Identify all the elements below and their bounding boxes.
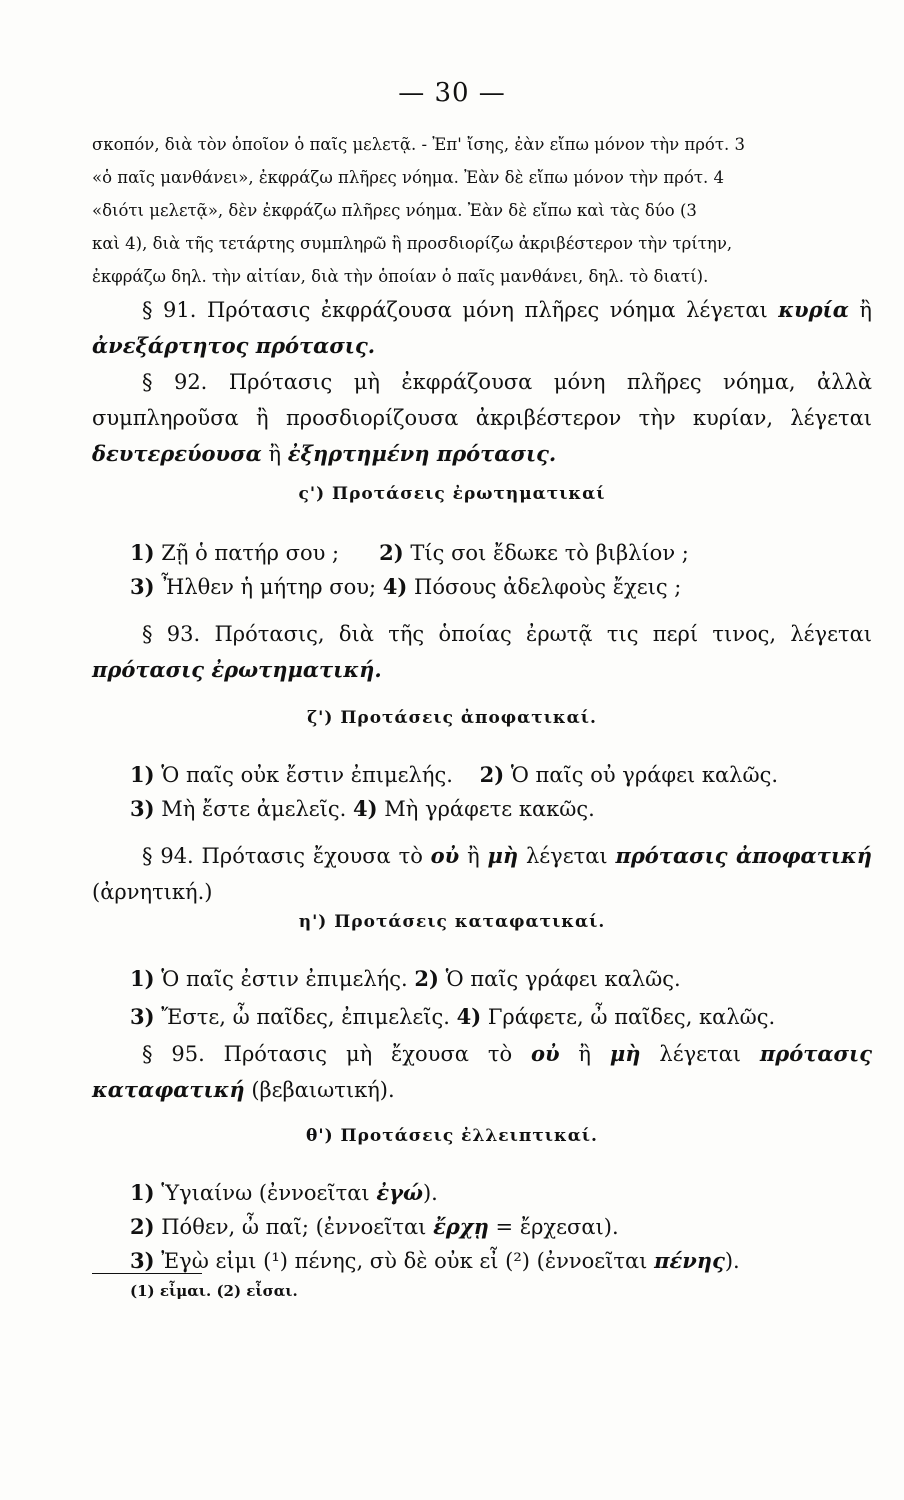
- paragraph-93: [92, 616, 872, 688]
- example-line: [130, 1248, 740, 1273]
- p93-text: § 93. Πρότασις, διὰ τῆς ὁποίας ἐρωτᾷ τις περί τινος, λέγεται: [142, 622, 872, 646]
- p91-term-main: κυρία: [778, 297, 849, 322]
- example-text: Γράφετε, ὦ παῖδες, καλῶς.: [481, 1005, 776, 1029]
- example-text: Μὴ ἔστε ἀμελεῖς.: [154, 797, 347, 821]
- example-number: 4): [353, 796, 378, 821]
- example-line: [130, 762, 778, 787]
- p93-term: πρότασις ἐρωτηματική.: [92, 657, 382, 682]
- example-number: 1): [130, 762, 155, 787]
- example-line: [130, 540, 689, 565]
- example-number: 3): [130, 1248, 155, 1273]
- example-text: Ὁ παῖς οὐ γράφει καλῶς.: [504, 763, 779, 787]
- example-text: Ἦλθεν ἡ μήτηρ σου;: [154, 575, 377, 599]
- example-text: Μὴ γράφετε κακῶς.: [377, 797, 595, 821]
- example-text: Πόθεν, ὦ παῖ; (ἐννοεῖται: [154, 1215, 434, 1239]
- intro-line: ἐκφράζω δηλ. τὴν αἰτίαν, διὰ τὴν ὁποίαν ὁ παῖς μανθάνει, δηλ. τὸ διατί).: [92, 267, 709, 286]
- paragraph-91: [92, 292, 872, 364]
- example-number: 3): [130, 574, 155, 599]
- example-implied-word: ἐγώ: [376, 1180, 423, 1205]
- intro-paragraph: [92, 128, 872, 293]
- example-number: 1): [130, 966, 155, 991]
- paragraph-92: [92, 364, 872, 472]
- example-line: [130, 966, 681, 991]
- p91-term-independent: ἀνεξάρτητος πρότασις.: [92, 333, 376, 358]
- example-text: Ὑγιαίνω (ἐννοεῖται: [154, 1181, 377, 1205]
- example-number: 2): [414, 966, 439, 991]
- p91-text: § 91. Πρότασις ἐκφράζουσα μόνη πλῆρες νόημα λέγεται: [142, 298, 779, 322]
- p94-conj: ἢ: [459, 844, 488, 868]
- page-number: — 30 —: [398, 78, 506, 108]
- p95-tail: (βεβαιωτική).: [244, 1078, 395, 1102]
- heading-negative: ζ') Προτάσεις ἀποφατικαί.: [307, 708, 597, 728]
- example-number: 2): [479, 762, 505, 787]
- example-line: [130, 1180, 438, 1205]
- example-implied-word: πένης: [654, 1248, 725, 1273]
- example-text: ).: [724, 1249, 740, 1273]
- p95-verb: λέγεται: [640, 1042, 760, 1066]
- example-text: Ἐγὼ εἰμι (¹) πένης, σὺ δὲ οὐκ εἶ (²) (ἐννοεῖται: [154, 1249, 655, 1273]
- p95-conj: ἢ: [559, 1042, 610, 1066]
- section-92: [92, 364, 872, 472]
- p94-verb: λέγεται: [518, 844, 616, 868]
- example-text: Ὁ παῖς ἐστιν ἐπιμελής.: [154, 967, 408, 991]
- example-number: 4): [456, 1004, 482, 1029]
- section-91: [92, 292, 872, 364]
- section-93: [92, 616, 872, 688]
- example-line: [130, 796, 595, 821]
- p94-tail: (ἀρνητική.): [92, 880, 213, 904]
- example-number: 1): [130, 540, 155, 565]
- example-text: = ἔρχεσαι).: [488, 1215, 619, 1239]
- example-text: Ἔστε, ὦ παῖδες, ἐπιμελεῖς.: [154, 1005, 450, 1029]
- intro-line: σκοπόν, διὰ τὸν ὁποῖον ὁ παῖς μελετᾷ. - Ἐπ' ἴσης, ἐὰν εἴπω μόνον τὴν πρότ. 3: [92, 135, 745, 154]
- example-text: Ὁ παῖς γράφει καλῶς.: [438, 967, 681, 991]
- p94-term: πρότασις ἀποφατική: [615, 843, 872, 868]
- p92-text: § 92. Πρότασις μὴ ἐκφράζουσα μόνη πλῆρες νόημα, ἀλλὰ συμπληροῦσα ἢ προσδιορίζουσα ἀκριβέστερον τὴν κυρίαν, λέγεται: [92, 370, 872, 430]
- example-number: 2): [130, 1214, 155, 1239]
- example-number: 2): [379, 540, 404, 565]
- paragraph-95: [92, 1036, 872, 1108]
- intro-line: «διότι μελετᾷ», δὲν ἐκφράζω πλῆρες νόημα. Ἐὰν δὲ εἴπω καὶ τὰς δύο (3: [92, 201, 697, 220]
- example-text: Πόσους ἀδελφοὺς ἔχεις ;: [407, 575, 682, 599]
- p92-term-dependent: ἐξηρτημένη πρότασις.: [287, 441, 557, 466]
- p95-text: § 95. Πρότασις μὴ ἔχουσα τὸ: [142, 1042, 531, 1066]
- example-text: Ὁ παῖς οὐκ ἔστιν ἐπιμελής.: [154, 763, 453, 787]
- example-line: [130, 1004, 775, 1029]
- p92-term-subordinate: δευτερεύουσα: [92, 441, 262, 466]
- footnote-rule: [92, 1273, 202, 1274]
- p94-word-ou: οὐ: [430, 843, 460, 868]
- example-number: 4): [382, 574, 408, 599]
- example-line: [130, 574, 681, 599]
- p95-word-ou: οὐ: [530, 1041, 560, 1066]
- example-number: 3): [130, 1004, 155, 1029]
- example-number: 1): [130, 1180, 155, 1205]
- p95-term: πρότασις καταφατική: [92, 1041, 872, 1102]
- p92-conj: ἢ: [261, 442, 288, 466]
- p94-text: § 94. Πρότασις ἔχουσα τὸ: [142, 844, 431, 868]
- heading-elliptical: θ') Προτάσεις ἐλλειπτικαί.: [306, 1126, 598, 1146]
- paragraph-94: [92, 838, 872, 910]
- example-line: [130, 1214, 619, 1239]
- example-text: Ζῇ ὁ πατήρ σου ;: [154, 541, 340, 565]
- example-implied-word: ἔρχῃ: [433, 1214, 489, 1239]
- intro-line: «ὁ παῖς μανθάνει», ἐκφράζω πλῆρες νόημα. Ἐὰν δὲ εἴπω μόνον τὴν πρότ. 4: [92, 168, 725, 187]
- example-text: ).: [422, 1181, 438, 1205]
- footnotes: (1) εἶμαι. (2) εἶσαι.: [130, 1282, 298, 1300]
- p91-conj: ἢ: [848, 298, 872, 322]
- intro-line: καὶ 4), διὰ τῆς τετάρτης συμπληρῶ ἢ προσδιορίζω ἀκριβέστερον τὴν τρίτην,: [92, 234, 733, 253]
- heading-interrogative: ς') Προτάσεις ἐρωτηματικαί: [298, 484, 606, 504]
- p95-word-mi: μὴ: [609, 1041, 641, 1066]
- example-text: Τίς σοι ἔδωκε τὸ βιβλίον ;: [403, 541, 689, 565]
- example-number: 3): [130, 796, 155, 821]
- section-94: [92, 838, 872, 910]
- section-95: [92, 1036, 872, 1108]
- heading-affirmative: η') Προτάσεις καταφατικαί.: [298, 912, 606, 932]
- p94-word-mi: μὴ: [487, 843, 519, 868]
